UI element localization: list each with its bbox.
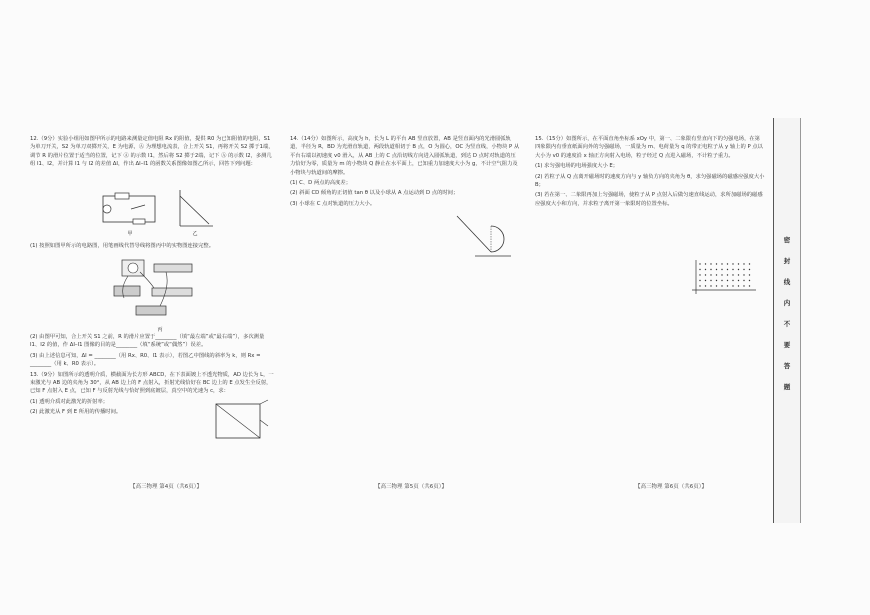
prism-diagram bbox=[208, 398, 270, 444]
field-grid-diagram bbox=[690, 258, 758, 296]
q12-sub3: (3) 由上述信息可知，ΔI = ________（用 Rx、R0、I1 表示），若图乙中图线的斜率为 k，则 Rx = ________（用 k、R0 表示）。 bbox=[30, 352, 261, 368]
q12-sub2: (2) 由图甲可知，合上开关 S1 之前，R 的滑片应置于________（填“最左端”或“最右端”），多次测量 I1、I2 的值，作 ΔI–I1 图像的目的是________（填“系统”或“偶然”）误差。 bbox=[30, 334, 265, 349]
strip-char: 答 bbox=[783, 362, 791, 370]
column-middle bbox=[290, 135, 520, 210]
strip-char: 线 bbox=[783, 278, 791, 286]
q12-part1 bbox=[30, 242, 275, 252]
question-14: 14.（14分）如图所示，高度为 h，长为 L 的平台 AB 竖直放置，AB 是竖直面内的光滑圆弧轨道，半径为 R，BD 为光滑直轨道，两段轨道相切于 B 点，O 为圆心，OC 为竖直线，小物块 P 从平台右端以初速度 v0 滑入，从 AB 上的 C 点沿切线方向进入圆弧轨道，到达 D 点时对轨道的压力恰好为零，质量为 m 的小物块 Q 静止在水平面上，已知重力加速度大小为 g，不计空气阻力及小物块与轨道间的摩擦。 bbox=[290, 136, 520, 176]
question-13: 13.（9分）如图所示的透明介质，横截面为长方形 ABCD，在下表面镀上不透光物质，AD 边长为 L，一束激光与 AB 边的夹角为 30°，从 AB 边上的 F 点射入，折射光线恰好在 BC 边上的 E 点发生全反射，已知 F 点射入 E 点，已知 F 与反射光线与恰好照到底镀层，真空中的光速为 c，求： bbox=[30, 371, 274, 395]
apparatus-diagram-c bbox=[110, 258, 210, 333]
strip-char: 封 bbox=[783, 257, 791, 265]
circuit-diagram-a bbox=[95, 190, 165, 237]
strip-char: 内 bbox=[783, 299, 791, 307]
strip-char: 密 bbox=[783, 236, 791, 244]
strip-char: 题 bbox=[783, 383, 791, 391]
q13-sub1: (1) 透明介质对此激光的折射率； bbox=[30, 398, 109, 405]
question-12: 12.（9分）实验小组用如图甲所示的电路来测量定值电阻 Rx 的阻值，提供 R0 为已知阻值的电阻，S1 为单刀开关，S2 为单刀双掷开关，E 为电源，Ⓐ 为理想电流表，合上开关 S1，再将开关 S2 掷于1端，调节 R 的滑片位置于适当的位置，记下 Ⓐ 的示数 I1，然后将 S2 掷于2端，记下 Ⓐ 的示数 I2，多测几组 I1、I2，并计算 I1 与 I2 的差值 ΔI，作出 ΔI–I1 的函数关系图像如图乙所示，回答下列问题： bbox=[30, 136, 274, 168]
q13-sub2: (2) 此激光从 F 到 E 所用的传播时间。 bbox=[30, 409, 122, 416]
track-diagram bbox=[455, 212, 517, 264]
q15-sub1: (1) 求匀强电场的电场强度大小 E； bbox=[535, 163, 619, 170]
footer-page-6: 【高三物理 第6页（共6页）】 bbox=[635, 484, 707, 490]
q15-sub2: (2) 若粒子从 Q 点离开磁场时的速度方向与 y 轴负方向的夹角为 θ，求匀强磁场的磁感应强度大小 B； bbox=[535, 173, 765, 189]
footer-page-5: 【高三物理 第5页（共6页）】 bbox=[375, 484, 447, 490]
q14-sub1: (1) C、D 两点的高度差； bbox=[290, 180, 352, 187]
column-left bbox=[30, 135, 275, 171]
q12-sub1: (1) 按照如图甲所示的电路图，用笔画线代替导线将图丙中的实物图连接完整。 bbox=[30, 243, 214, 249]
question-15: 15.（15分）如图所示，在平面直角坐标系 xOy 中，第一、二象限有竖直向下的匀强电场，在第四象限内有垂直纸面向外的匀强磁场，一质量为 m、电荷量为 q 的带正电粒子从 y 轴上的 P 点以大小为 v0 的速度沿 x 轴正方向射入电场，粒子经过 Q 点进入磁场，不计粒子重力。 bbox=[535, 136, 763, 159]
footer-page-4: 【高三物理 第4页（共6页）】 bbox=[130, 484, 202, 490]
strip-char: 不 bbox=[783, 320, 791, 328]
fig-label-a: 甲 bbox=[127, 231, 133, 237]
q14-sub3: (3) 小球在 C 点对轨道的压力大小。 bbox=[290, 200, 376, 207]
q14-sub2: (2) 斜面 CD 倾角的正切值 tan θ 以及小球从 A 点运动到 D 点的时间； bbox=[290, 190, 459, 197]
column-right bbox=[535, 135, 765, 210]
fig-label-c: 丙 bbox=[157, 327, 163, 333]
binding-strip bbox=[773, 118, 801, 523]
graph-b bbox=[175, 188, 215, 237]
strip-char: 要 bbox=[783, 341, 791, 349]
q15-sub3: (3) 若在第一、二象限再加上匀强磁场，使粒子从 P 点射入后做匀速直线运动，求所加磁场的磁感应强度大小和方向，并求粒子离开第一象限时的位置坐标。 bbox=[535, 192, 763, 207]
fig-label-b: 乙 bbox=[192, 231, 198, 237]
